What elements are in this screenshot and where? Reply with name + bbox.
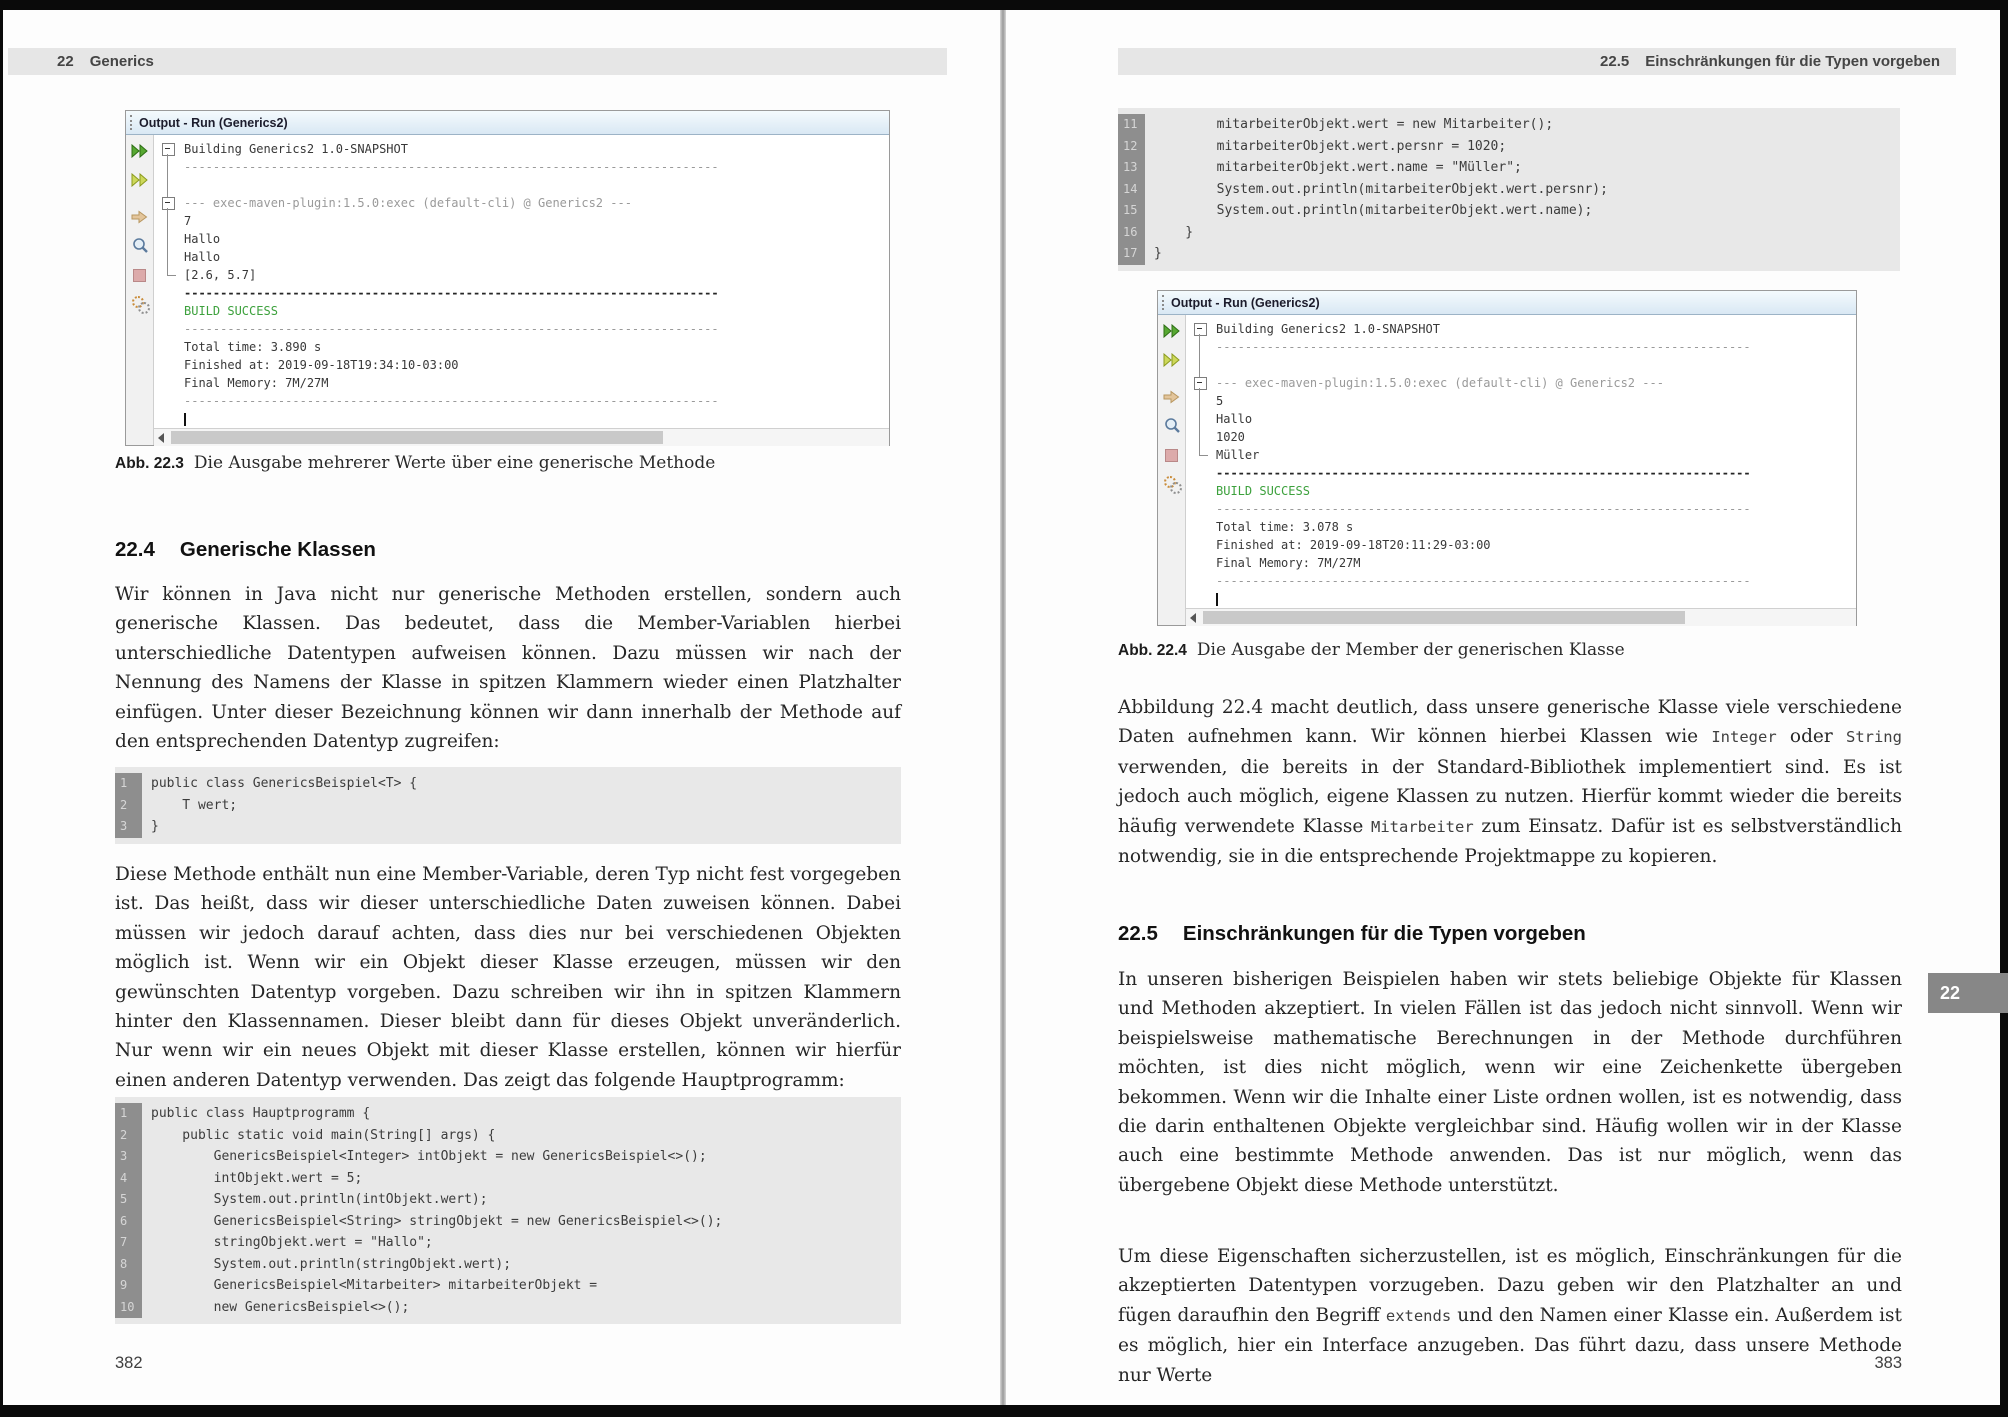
horizontal-scrollbar xyxy=(154,428,889,446)
horizontal-scrollbar xyxy=(1186,608,1856,626)
caption-text: Die Ausgabe mehrerer Werte über eine generische Methode xyxy=(193,453,716,473)
code-line: 8 System.out.println(stringObjekt.wert); xyxy=(115,1254,901,1276)
code-line: 4 intObjekt.wert = 5; xyxy=(115,1168,901,1190)
console-line: Hallo xyxy=(184,250,221,264)
console-lines xyxy=(1186,315,1856,608)
section-number: 22.5 xyxy=(1600,53,1630,70)
code-line: 13 mitarbeiterObjekt.wert.name = "Müller"; xyxy=(1118,157,1900,179)
rerun-debug-icon xyxy=(1162,350,1182,370)
console-line: Hallo xyxy=(184,232,221,246)
console-line: -------------------------------------------------------------------------- xyxy=(184,322,719,336)
output-toolbar xyxy=(126,135,154,445)
tree-collapse-icon xyxy=(1194,323,1207,336)
caption-label: Abb. 22.3 xyxy=(115,455,184,472)
console-line: -------------------------------------------------------------------------- xyxy=(1216,502,1751,516)
console-line xyxy=(184,176,883,194)
console-line: [2.6, 5.7] xyxy=(184,268,257,282)
resume-icon xyxy=(1162,387,1182,407)
console-line xyxy=(184,410,883,428)
code-line: 16 } xyxy=(1118,222,1900,244)
tree-line xyxy=(167,154,168,197)
scrollbar-thumb xyxy=(171,431,663,444)
tree-line xyxy=(1199,388,1208,456)
search-icon xyxy=(1162,416,1182,436)
chapter-number: 22 xyxy=(57,53,74,70)
chapter-title: Generics xyxy=(89,53,154,70)
code-line: 11 mitarbeiterObjekt.wert = new Mitarbeiter(); xyxy=(1118,114,1900,136)
console-line: Total time: 3.890 s xyxy=(184,340,322,354)
caption-label: Abb. 22.4 xyxy=(1118,642,1187,659)
paragraph: Um diese Eigenschaften sicherzustellen, ist es möglich, Einschränkungen für die akzeptierten Datentypen vorzugeben. Dazu geben wir den Platzhalter an und fügen daraufhin den Begriff extends und den Namen einer Klasse ein. Außerdem ist es möglich, hier ein Interface anzugeben. Das führt dazu, dass unsere Methode nur Werte xyxy=(1118,1246,1902,1386)
page-number-left: 382 xyxy=(115,1354,143,1372)
console-line: BUILD SUCCESS xyxy=(1216,484,1310,498)
code-listing-genericsbeispiel xyxy=(115,767,901,844)
console-line: 1020 xyxy=(1216,430,1245,444)
code-line: 1 public class Hauptprogramm { xyxy=(115,1103,901,1125)
options-gears-icon xyxy=(1162,474,1182,494)
code-line: 2 T wert; xyxy=(115,795,901,817)
rerun-icon xyxy=(130,141,150,161)
paragraph: Abbildung 22.4 macht deutlich, dass unsere generische Klasse viele verschiedene Daten aufnehmen kann. Wir können hierbei Klassen wie Integer oder String verwenden, die bereits in der Standard-Bibliothek implementiert sind. Es ist jedoch auch möglich, eigene Klassen zu nutzen. Hierfür kommt wieder die bereits häufig verwendete Klasse Mitarbeiter zum Einsatz. Dafür ist es selbstverständlich notwendig, sie in die entsprechende Projektmappe zu kopieren. xyxy=(1118,697,1902,868)
output-window-title: Output - Run (Generics2) xyxy=(1171,295,1320,310)
code-listing-hauptprogramm xyxy=(115,1097,901,1324)
console-line: 5 xyxy=(1216,394,1224,408)
console-line: Finished at: 2019-09-18T19:34:10-03:00 xyxy=(184,358,459,372)
running-head-right xyxy=(1118,48,1956,75)
console-line: -------------------------------------------------------------------------- xyxy=(1216,466,1751,480)
console-line: Building Generics2 1.0-SNAPSHOT xyxy=(1216,322,1440,336)
scrollbar-thumb xyxy=(1203,611,1685,624)
console-line: 7 xyxy=(184,214,192,228)
resume-icon xyxy=(130,207,150,227)
code-line: 7 stringObjekt.wert = "Hallo"; xyxy=(115,1232,901,1254)
section-title: Einschränkungen für die Typen vorgeben xyxy=(1645,53,1940,70)
code-line: 2 public static void main(String[] args) { xyxy=(115,1125,901,1147)
code-line: 15 System.out.println(mitarbeiterObjekt.wert.name); xyxy=(1118,200,1900,222)
console-line: Total time: 3.078 s xyxy=(1216,520,1354,534)
console-line xyxy=(1216,590,1850,608)
stop-icon xyxy=(1162,445,1182,465)
console-line: -------------------------------------------------------------------------- xyxy=(1216,340,1751,354)
console-line: -------------------------------------------------------------------------- xyxy=(184,160,719,174)
paragraph: In unseren bisherigen Beispielen haben wir stets beliebige Objekte für Klassen und Methoden akzeptiert. In vielen Fällen ist das jedoch nicht sinnvoll. Wenn wir beispielsweise mathematische Berechnungen in der Methode durchführen möchten, ist dies nicht möglich, wenn wir eine Zeichenkette übergeben bekommen. Wenn wir die Inhalte einer Liste ordnen wollen, ist es notwendig, dass die darin enthaltenen Objekte vergleichbar sind. Häufig wollen wir in der Klasse auch eine bestimmte Methode anwenden. Das ist nur möglich, wenn das übergebene Objekt diese Methode unterstützt. xyxy=(1118,969,1902,1196)
console-lines xyxy=(154,135,889,428)
code-line: 12 mitarbeiterObjekt.wert.persnr = 1020; xyxy=(1118,136,1900,158)
code-listing-continuation xyxy=(1118,108,1900,271)
caption-text: Die Ausgabe der Member der generischen Klasse xyxy=(1196,640,1625,660)
code-line: 10 new GenericsBeispiel<>(); xyxy=(115,1297,901,1319)
output-console xyxy=(1186,315,1856,625)
console-line: -------------------------------------------------------------------------- xyxy=(184,394,719,408)
code-line: 14 System.out.println(mitarbeiterObjekt.wert.persnr); xyxy=(1118,179,1900,201)
output-window-titlebar xyxy=(126,111,889,135)
output-window-titlebar xyxy=(1158,291,1856,315)
figure-caption-22-3 xyxy=(115,453,901,473)
tree-line xyxy=(167,208,176,276)
console-line: --- exec-maven-plugin:1.5.0:exec (default-cli) @ Generics2 --- xyxy=(184,196,632,210)
tree-line xyxy=(1199,334,1200,377)
console-line: Finished at: 2019-09-18T20:11:29-03:00 xyxy=(1216,538,1491,552)
output-console xyxy=(154,135,889,445)
console-line: -------------------------------------------------------------------------- xyxy=(1216,574,1751,588)
console-line: BUILD SUCCESS xyxy=(184,304,278,318)
code-line: 3 GenericsBeispiel<Integer> intObjekt = new GenericsBeispiel<>(); xyxy=(115,1146,901,1168)
options-gears-icon xyxy=(130,294,150,314)
section-heading-22-4: 22.4 Generische Klassen xyxy=(115,538,376,561)
page-spread xyxy=(3,10,2000,1405)
code-line: 3 } xyxy=(115,816,901,838)
console-line: Final Memory: 7M/27M xyxy=(184,376,329,390)
page-number-right: 383 xyxy=(1874,1354,1902,1372)
chapter-thumb-tab: 22 xyxy=(1928,973,2008,1013)
scroll-left-arrow-icon xyxy=(1190,613,1196,623)
output-window-fig-22-3 xyxy=(125,110,890,446)
figure-caption-22-4 xyxy=(1118,640,1902,660)
code-line: 5 System.out.println(intObjekt.wert); xyxy=(115,1189,901,1211)
output-window-title: Output - Run (Generics2) xyxy=(139,115,288,130)
section-heading-22-5: 22.5 Einschränkungen für die Typen vorgeben xyxy=(1118,922,1586,945)
code-line: 6 GenericsBeispiel<String> stringObjekt = new GenericsBeispiel<>(); xyxy=(115,1211,901,1233)
rerun-icon xyxy=(1162,321,1182,341)
search-icon xyxy=(130,236,150,256)
console-line: Final Memory: 7M/27M xyxy=(1216,556,1361,570)
scroll-left-arrow-icon xyxy=(158,433,164,443)
output-toolbar xyxy=(1158,315,1186,625)
console-line: Hallo xyxy=(1216,412,1253,426)
paragraph: Wir können in Java nicht nur generische Methoden erstellen, sondern auch generische Klassen. Das bedeutet, dass die Member-Variablen hierbei unterschiedliche Datentypen aufweisen können. Dazu müssen wir nach der Nennung des Namens der Klasse in spitzen Klammern wieder einen Platzhalter einfügen. Unter dieser Bezeichnung können wir dann innerhalb der Methode auf den entsprechenden Datentyp zugreifen: xyxy=(115,584,901,753)
output-window-fig-22-4 xyxy=(1157,290,1857,626)
paragraph: Diese Methode enthält nun eine Member-Variable, deren Typ nicht fest vorgegeben ist. Das heißt, dass wir dieser unterschiedliche Daten zuweisen können. Dabei müssen wir jedoch darauf achten, dass dies nur bei verschiedenen Objekten möglich ist. Wenn wir ein Objekt dieser Klasse erzeugen, müssen wir den gewünschten Datentyp vorgeben. Dazu schreiben wir ihn in spitzen Klammern hinter den Klassennamen. Dieser bleibt dann für dieses Objekt unveränderlich. Nur wenn wir ein neues Objekt mit dieser Klasse erstellen, können wir hierfür einen anderen Datentyp verwenden. Das zeigt das folgende Hauptprogramm: xyxy=(115,864,901,1091)
code-line: 1 public class GenericsBeispiel<T> { xyxy=(115,773,901,795)
code-line: 9 GenericsBeispiel<Mitarbeiter> mitarbeiterObjekt = xyxy=(115,1275,901,1297)
drag-handle-icon xyxy=(130,115,132,130)
rerun-debug-icon xyxy=(130,170,150,190)
console-line: -------------------------------------------------------------------------- xyxy=(184,286,719,300)
stop-icon xyxy=(130,265,150,285)
page-divider xyxy=(1000,10,1006,1405)
console-line: --- exec-maven-plugin:1.5.0:exec (default-cli) @ Generics2 --- xyxy=(1216,376,1664,390)
console-line xyxy=(1216,356,1850,374)
console-line: Building Generics2 1.0-SNAPSHOT xyxy=(184,142,408,156)
code-line: 17 } xyxy=(1118,243,1900,265)
drag-handle-icon xyxy=(1162,295,1164,310)
console-line: Müller xyxy=(1216,448,1260,462)
running-head-left xyxy=(8,48,947,75)
tree-collapse-icon xyxy=(162,143,175,156)
